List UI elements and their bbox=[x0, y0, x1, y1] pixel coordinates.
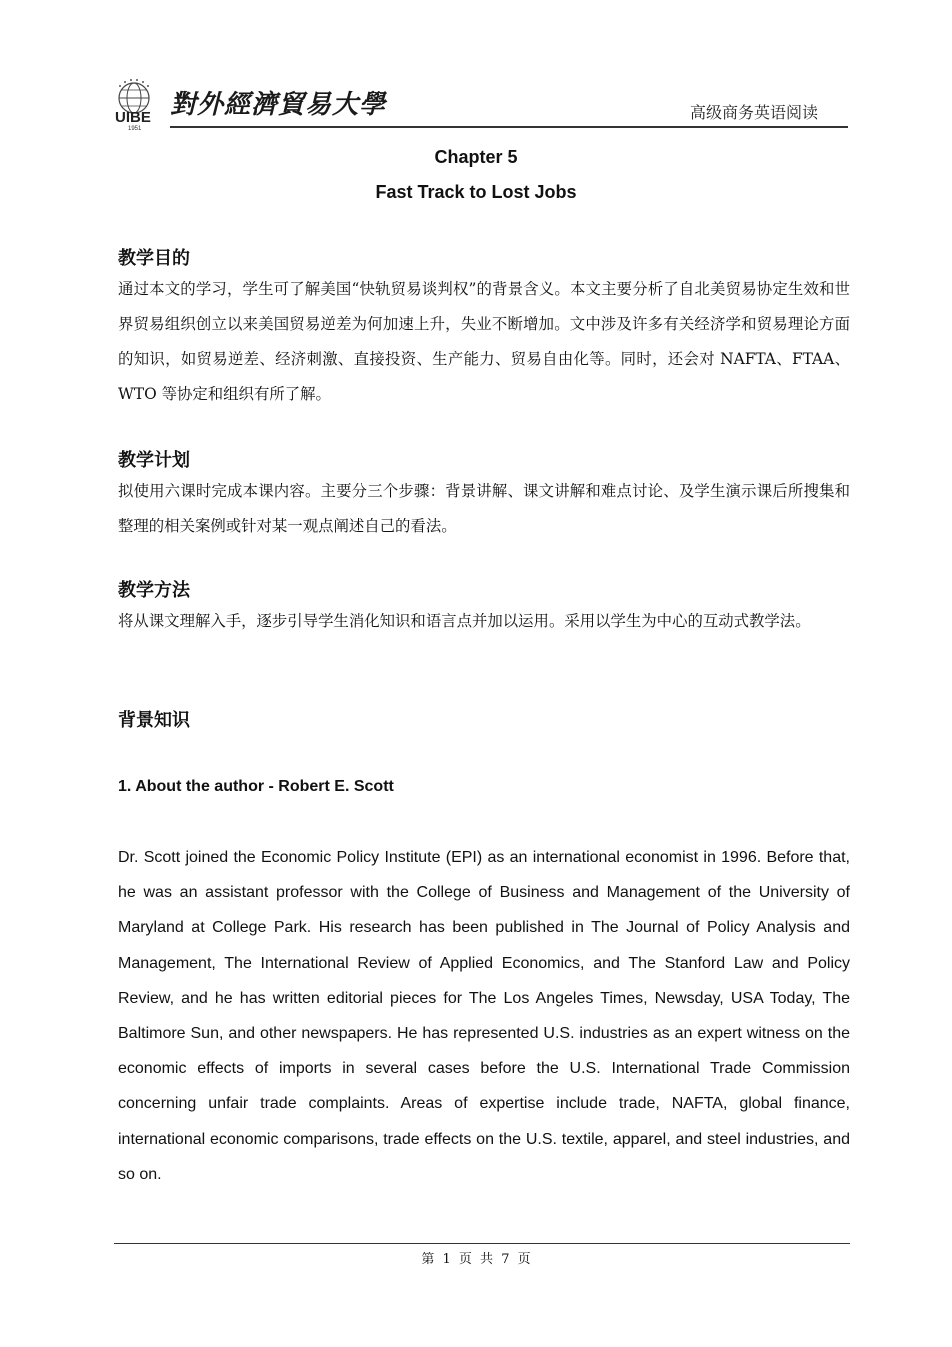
page-number: 第 1 页 共 7 页 bbox=[421, 1252, 531, 1267]
author-text: Dr. Scott joined the Economic Policy Institute (EPI) as an international economist in 1996. Before that, he was an assistant professor with the College of Business and Management of the University of Maryland at College Park. His research has been published in The Journal of Policy Analysis and Management, The International Review of Applied Economics, and The Stanford Law and Policy Review, and he has written editorial pieces for The Los Angeles Times, Newsday, USA Today, The Baltimore Sun, and other newspapers. He has represented U.S. industries as an expert witness on the economic effects of imports in several cases before the U.S. International Trade Commission concerning unfair trade complaints. Areas of expertise include trade, NAFTA, global finance, international economic comparisons, trade effects on the U.S. textile, apparel, and steel industries, and so on. bbox=[118, 849, 850, 1183]
page-header bbox=[112, 78, 848, 132]
method-text: 将从课文理解入手，逐步引导学生消化知识和语言点并加以运用。采用以学生为中心的互动式教学法。 bbox=[118, 612, 811, 630]
header-divider bbox=[170, 126, 848, 128]
plan-heading: 教学计划 bbox=[118, 450, 190, 471]
chapter-number: Chapter 5 bbox=[434, 147, 518, 167]
plan-text: 拟使用六课时完成本课内容。主要分三个步骤：背景讲解、课文讲解和难点讨论、及学生演示课后所搜集和整理的相关案例或针对某一观点阐述自己的看法。 bbox=[118, 482, 850, 535]
author-heading: 1. About the author - Robert E. Scott bbox=[118, 778, 394, 795]
objectives-text: 通过本文的学习，学生可了解美国“快轨贸易谈判权”的背景含义。本文主要分析了自北美贸易协定生效和世界贸易组织创立以来美国贸易逆差为何加速上升，失业不断增加。文中涉及许多有关经济学和贸易理论方面的知识，如贸易逆差、经济刺激、直接投资、生产能力、贸易自由化等。同时，还会对 NAFTA、FTAA、WTO 等协定和组织有所了解。 bbox=[118, 280, 850, 403]
background-heading: 背景知识 bbox=[118, 710, 190, 731]
logo-text: UIBE bbox=[115, 109, 151, 126]
footer-divider bbox=[114, 1243, 850, 1244]
method-heading: 教学方法 bbox=[118, 580, 190, 601]
logo-year: 1951 bbox=[128, 126, 142, 132]
chapter-title: Fast Track to Lost Jobs bbox=[375, 182, 577, 202]
university-name: 對外經濟貿易大學 bbox=[170, 90, 387, 120]
university-logo bbox=[112, 78, 168, 132]
objectives-heading: 教学目的 bbox=[118, 248, 190, 269]
course-name: 高级商务英语阅读 bbox=[689, 105, 818, 122]
